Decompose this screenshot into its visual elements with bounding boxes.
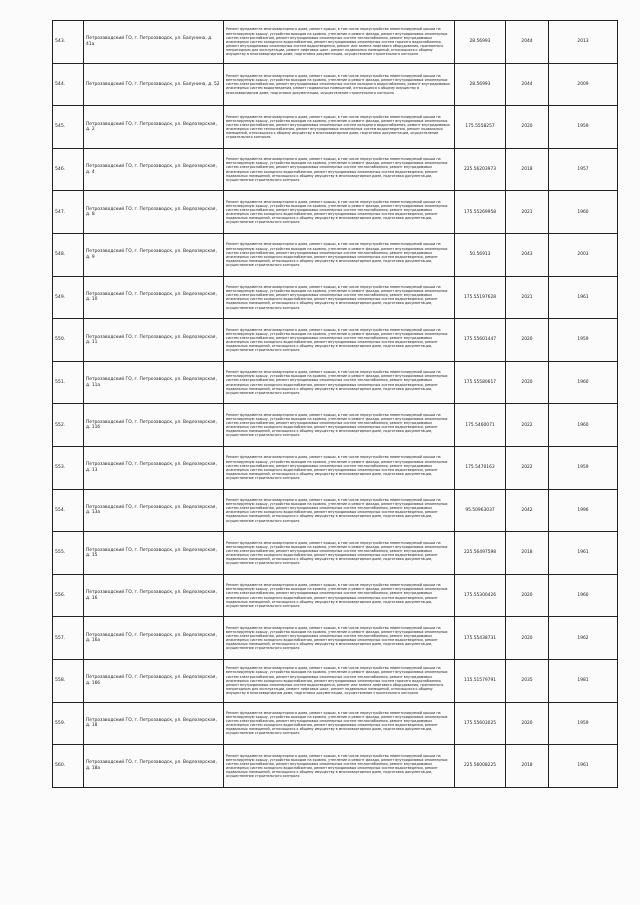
- row-number: 547.: [53, 191, 84, 234]
- works-list: Ремонт фундамента многоквартирного дома, ремонт крыши, в том числе переустройство невентилируемой крыши на вентилируемую крышу, устройство выходов на кровлю, утепление и ремонт фасада, ремонт внутридомовых инженерных систем электроснабжения, ремонт внутридомовых инженерных систем теплоснабжения, ремонт внутридомовых инженерных систем холодного водоснабжения, ремонт внутридомовых инженерных систем водоотведения, ремонт подвальных помещений, относящихся к общему имуществу в многоквартирном доме, подготовка документации, осуществление строительного контроля: [224, 276, 455, 319]
- repair-cost: 175.5558257: [455, 106, 506, 149]
- table-row: [53, 489, 618, 532]
- works-list: Ремонт фундамента многоквартирного дома, ремонт крыши, в том числе переустройство невентилируемой крыши на вентилируемую крышу, устройство выходов на кровлю, утепление и ремонт фасада, ремонт внутридомовых инженерных систем электроснабжения, ремонт внутридомовых инженерных систем теплоснабжения, ремонт внутридомовых инженерных систем холодного водоснабжения, ремонт внутридомовых инженерных систем горячего водоснабжения, ремонт внутридомовых инженерных систем водоотведения, ремонт или замена лифтового оборудования, признанного непригодным для эксплуатации, ремонт лифтовых шахт, ремонт подвальных помещений, относящихся к общему имуществу в многоквартирном доме, подготовка документации, осуществление строительного контроля: [224, 21, 455, 64]
- planned-year: 2020: [506, 617, 549, 660]
- table-row: [53, 659, 618, 702]
- row-number: 544.: [53, 63, 84, 106]
- construction-year: 1959: [549, 446, 618, 489]
- planned-year: 2020: [506, 319, 549, 362]
- planned-year: 2022: [506, 446, 549, 489]
- house-address: Петрозаводский ГО, г. Петрозаводск, ул. Ведлозерская, д. 13: [84, 446, 224, 489]
- construction-year: 1959: [549, 106, 618, 149]
- repair-cost: 175.55269958: [455, 191, 506, 234]
- repair-cost: 175.55603025: [455, 702, 506, 745]
- works-list: Ремонт фундамента многоквартирного дома, ремонт крыши, в том числе переустройство невентилируемой крыши на вентилируемую крышу, устройство выходов на кровлю, утепление и ремонт фасада, ремонт внутридомовых инженерных систем электроснабжения, ремонт внутридомовых инженерных систем теплоснабжения, ремонт внутридомовых инженерных систем холодного водоснабжения, ремонт внутридомовых инженерных систем водоотведения, ремонт подвальных помещений, относящихся к общему имуществу в многоквартирном доме, подготовка документации, осуществление строительного контроля: [224, 702, 455, 745]
- row-number: 546.: [53, 148, 84, 191]
- house-address: Петрозаводский ГО, г. Петрозаводск, ул. Ведлозерская, д. 8: [84, 191, 224, 234]
- table-row: [53, 148, 618, 191]
- planned-year: 2021: [506, 276, 549, 319]
- works-list: Ремонт фундамента многоквартирного дома, ремонт крыши, в том числе переустройство невентилируемой крыши на вентилируемую крышу, устройство выходов на кровлю, утепление и ремонт фасада, ремонт внутридомовых инженерных систем электроснабжения, ремонт внутридомовых инженерных систем теплоснабжения, ремонт внутридомовых инженерных систем холодного водоснабжения, ремонт внутридомовых инженерных систем водоотведения, ремонт подвальных помещений, относящихся к общему имуществу в многоквартирном доме, подготовка документации, осуществление строительного контроля: [224, 191, 455, 234]
- construction-year: 1960: [549, 361, 618, 404]
- works-list: Ремонт фундамента многоквартирного дома, ремонт крыши, в том числе переустройство невентилируемой крыши на вентилируемую крышу, устройство выходов на кровлю, утепление и ремонт фасада, ремонт внутридомовых инженерных систем электроснабжения, ремонт внутридомовых инженерных систем теплоснабжения, ремонт внутридомовых инженерных систем холодного водоснабжения, ремонт внутридомовых инженерных систем водоотведения, ремонт подвальных помещений, относящихся к общему имуществу в многоквартирном доме, подготовка документации, осуществление строительного контроля: [224, 148, 455, 191]
- repair-cost: 225.56008225: [455, 745, 506, 788]
- table-row: [53, 574, 618, 617]
- table-row: [53, 745, 618, 788]
- table-row: [53, 233, 618, 276]
- construction-year: 1961: [549, 532, 618, 575]
- repair-cost: 175.5470163: [455, 446, 506, 489]
- repair-cost: 225.56203973: [455, 148, 506, 191]
- register-rows: [53, 21, 618, 788]
- repair-cost: 175.55197628: [455, 276, 506, 319]
- table-row: [53, 361, 618, 404]
- row-number: 555.: [53, 532, 84, 575]
- construction-year: 1960: [549, 404, 618, 447]
- construction-year: 1959: [549, 702, 618, 745]
- planned-year: 2020: [506, 702, 549, 745]
- construction-year: 1962: [549, 617, 618, 660]
- table-row: [53, 446, 618, 489]
- planned-year: 2035: [506, 659, 549, 702]
- house-address: Петрозаводский ГО, г. Петрозаводск, ул. Ведлозерская, д. 16б: [84, 659, 224, 702]
- repair-cost: 175.55300426: [455, 574, 506, 617]
- table-row: [53, 617, 618, 660]
- construction-year: 1996: [549, 489, 618, 532]
- house-address: Петрозаводский ГО, г. Петрозаводск, ул. Ведлозерская, д. 18: [84, 702, 224, 745]
- house-address: Петрозаводский ГО, г. Петрозаводск, ул. Ведлозерская, д. 11а: [84, 361, 224, 404]
- house-address: Петрозаводский ГО, г. Петрозаводск, ул. Балунина, д. 41а: [84, 21, 224, 64]
- planned-year: 2018: [506, 532, 549, 575]
- table-row: [53, 106, 618, 149]
- works-list: Ремонт фундамента многоквартирного дома, ремонт крыши, в том числе переустройство невентилируемой крыши на вентилируемую крышу, устройство выходов на кровлю, утепление и ремонт фасада, ремонт внутридомовых инженерных систем электроснабжения, ремонт внутридомовых инженерных систем теплоснабжения, ремонт внутридомовых инженерных систем холодного водоснабжения, ремонт внутридомовых инженерных систем водоотведения, ремонт подвальных помещений, относящихся к общему имуществу в многоквартирном доме, подготовка документации, осуществление строительного контроля: [224, 404, 455, 447]
- table-row: [53, 319, 618, 362]
- construction-year: 1961: [549, 745, 618, 788]
- house-address: Петрозаводский ГО, г. Петрозаводск, ул. Ведлозерская, д. 4: [84, 148, 224, 191]
- table-row: [53, 404, 618, 447]
- repair-cost: 175.55438731: [455, 617, 506, 660]
- repair-cost: 28.56993: [455, 63, 506, 106]
- works-list: Ремонт фундамента многоквартирного дома, ремонт крыши, в том числе переустройство невентилируемой крыши на вентилируемую крышу, устройство выходов на кровлю, утепление и ремонт фасада, ремонт внутридомовых инженерных систем электроснабжения, ремонт внутридомовых инженерных систем теплоснабжения, ремонт внутридомовых инженерных систем холодного водоснабжения, ремонт внутридомовых инженерных систем водоотведения, ремонт подвальных помещений, относящихся к общему имуществу в многоквартирном доме, подготовка документации, осуществление строительного контроля: [224, 617, 455, 660]
- works-list: Ремонт фундамента многоквартирного дома, ремонт крыши, в том числе переустройство невентилируемой крыши на вентилируемую крышу, устройство выходов на кровлю, утепление и ремонт фасада, ремонт внутридомовых инженерных систем электроснабжения, ремонт внутридомовых инженерных систем холодного водоснабжения, ремонт внутридомовых инженерных систем теплоснабжения, ремонт внутридомовых инженерных систем водоотведения, ремонт подвальных помещений, относящихся к общему имуществу в многоквартирном доме, подготовка документации, осуществление строительного контроля: [224, 106, 455, 149]
- planned-year: 2020: [506, 361, 549, 404]
- table-row: [53, 63, 618, 106]
- table-row: [53, 702, 618, 745]
- table-row: [53, 276, 618, 319]
- construction-year: 1981: [549, 659, 618, 702]
- capital-repair-register-table: [52, 20, 618, 788]
- house-address: Петрозаводский ГО, г. Петрозаводск, ул. Ведлозерская, д. 11б: [84, 404, 224, 447]
- row-number: 556.: [53, 574, 84, 617]
- row-number: 557.: [53, 617, 84, 660]
- row-number: 550.: [53, 319, 84, 362]
- house-address: Петрозаводский ГО, г. Петрозаводск, ул. Ведлозерская, д. 9: [84, 233, 224, 276]
- construction-year: 1961: [549, 276, 618, 319]
- works-list: Ремонт фундамента многоквартирного дома, ремонт крыши, в том числе переустройство невентилируемой крыши на вентилируемую крышу, устройство выходов на кровлю, утепление и ремонт фасада, ремонт внутридомовых инженерных систем электроснабжения, ремонт внутридомовых инженерных систем теплоснабжения, ремонт внутридомовых инженерных систем холодного водоснабжения, ремонт внутридомовых инженерных систем водоотведения, ремонт подвальных помещений, относящихся к общему имуществу в многоквартирном доме, подготовка документации, осуществление строительного контроля: [224, 233, 455, 276]
- repair-cost: 225.56497598: [455, 532, 506, 575]
- construction-year: 2009: [549, 63, 618, 106]
- planned-year: 2022: [506, 404, 549, 447]
- row-number: 560.: [53, 745, 84, 788]
- row-number: 551.: [53, 361, 84, 404]
- construction-year: 2013: [549, 21, 618, 64]
- construction-year: 2003: [549, 233, 618, 276]
- house-address: Петрозаводский ГО, г. Петрозаводск, ул. Ведлозерская, д. 10: [84, 276, 224, 319]
- house-address: Петрозаводский ГО, г. Петрозаводск, ул. Ведлозерская, д. 2: [84, 106, 224, 149]
- repair-cost: 115.51579791: [455, 659, 506, 702]
- house-address: Петрозаводский ГО, г. Петрозаводск, ул. Ведлозерская, д. 11: [84, 319, 224, 362]
- works-list: Ремонт фундамента многоквартирного дома, ремонт крыши, в том числе переустройство невентилируемой крыши на вентилируемую крышу, устройство выходов на кровлю, утепление и ремонт фасада, ремонт внутридомовых инженерных систем электроснабжения, ремонт внутридомовых инженерных систем теплоснабжения, ремонт внутридомовых инженерных систем холодного водоснабжения, ремонт внутридомовых инженерных систем водоотведения, ремонт подвальных помещений, относящихся к общему имуществу в многоквартирном доме, подготовка документации, осуществление строительного контроля: [224, 745, 455, 788]
- house-address: Петрозаводский ГО, г. Петрозаводск, ул. Ведлозерская, д. 16а: [84, 617, 224, 660]
- repair-cost: 175.5460071: [455, 404, 506, 447]
- construction-year: 1957: [549, 148, 618, 191]
- house-address: Петрозаводский ГО, г. Петрозаводск, ул. Ведлозерская, д. 16: [84, 574, 224, 617]
- works-list: Ремонт фундамента многоквартирного дома, ремонт крыши, в том числе переустройство невентилируемой крыши на вентилируемую крышу, устройство выходов на кровлю, утепление и ремонт фасада, ремонт внутридомовых инженерных систем электроснабжения, ремонт внутридомовых инженерных систем теплоснабжения, ремонт внутридомовых инженерных систем холодного водоснабжения, ремонт внутридомовых инженерных систем водоотведения, ремонт подвальных помещений, относящихся к общему имуществу в многоквартирном доме, подготовка документации, осуществление строительного контроля: [224, 319, 455, 362]
- repair-cost: 175.55580617: [455, 361, 506, 404]
- works-list: Ремонт фундамента многоквартирного дома, ремонт крыши, в том числе переустройство невентилируемой крыши на вентилируемую крышу, устройство выходов на кровлю, утепление и ремонт фасада, ремонт внутридомовых инженерных систем электроснабжения, ремонт внутридомовых инженерных систем теплоснабжения, ремонт внутридомовых инженерных систем холодного водоснабжения, ремонт внутридомовых инженерных систем водоотведения, ремонт подвальных помещений, относящихся к общему имуществу в многоквартирном доме, подготовка документации, осуществление строительного контроля: [224, 361, 455, 404]
- works-list: Ремонт фундамента многоквартирного дома, ремонт крыши, в том числе переустройство невентилируемой крыши на вентилируемую крышу, устройство выходов на кровлю, утепление и ремонт фасада, ремонт внутридомовых инженерных систем электроснабжения, ремонт внутридомовых инженерных систем теплоснабжения, ремонт внутридомовых инженерных систем холодного водоснабжения, ремонт внутридомовых инженерных систем горячего водоснабжения, ремонт внутридомовых инженерных систем водоотведения, ремонт или замена лифтового оборудования, признанного непригодным для эксплуатации, ремонт лифтовых шахт, ремонт подвальных помещений, относящихся к общему имуществу в многоквартирном доме, подготовка документации, осуществление строительного контроля: [224, 659, 455, 702]
- planned-year: 2042: [506, 489, 549, 532]
- row-number: 545.: [53, 106, 84, 149]
- table-row: [53, 21, 618, 64]
- row-number: 549.: [53, 276, 84, 319]
- house-address: Петрозаводский ГО, г. Петрозаводск, ул. Балунина, д. 52: [84, 63, 224, 106]
- planned-year: 2044: [506, 63, 549, 106]
- construction-year: 1960: [549, 574, 618, 617]
- house-address: Петрозаводский ГО, г. Петрозаводск, ул. Ведлозерская, д. 13а: [84, 489, 224, 532]
- row-number: 554.: [53, 489, 84, 532]
- repair-cost: 28.56993: [455, 21, 506, 64]
- row-number: 548.: [53, 233, 84, 276]
- row-number: 543.: [53, 21, 84, 64]
- works-list: Ремонт фундамента многоквартирного дома, ремонт крыши, в том числе переустройство невентилируемой крыши на вентилируемую крышу, устройство выходов на кровлю, утепление и ремонт фасада, ремонт внутридомовых инженерных систем электроснабжения, ремонт внутридомовых инженерных систем теплоснабжения, ремонт внутридомовых инженерных систем холодного водоснабжения, ремонт внутридомовых инженерных систем водоотведения, ремонт подвальных помещений, относящихся к общему имуществу в многоквартирном доме, подготовка документации, осуществление строительного контроля: [224, 446, 455, 489]
- planned-year: 2018: [506, 745, 549, 788]
- house-address: Петрозаводский ГО, г. Петрозаводск, ул. Ведлозерская, д. 18а: [84, 745, 224, 788]
- planned-year: 2020: [506, 106, 549, 149]
- construction-year: 1959: [549, 319, 618, 362]
- row-number: 552.: [53, 404, 84, 447]
- table-row: [53, 532, 618, 575]
- repair-cost: 175.55601447: [455, 319, 506, 362]
- repair-cost: 95.50963037: [455, 489, 506, 532]
- repair-cost: 50.56913: [455, 233, 506, 276]
- table-row: [53, 191, 618, 234]
- row-number: 553.: [53, 446, 84, 489]
- planned-year: 2043: [506, 233, 549, 276]
- planned-year: 2044: [506, 21, 549, 64]
- planned-year: 2018: [506, 148, 549, 191]
- planned-year: 2020: [506, 574, 549, 617]
- row-number: 558.: [53, 659, 84, 702]
- construction-year: 1960: [549, 191, 618, 234]
- works-list: Ремонт фундамента многоквартирного дома, ремонт крыши, в том числе переустройство невентилируемой крыши на вентилируемую крышу, устройство выходов на кровлю, утепление и ремонт фасада, ремонт внутридомовых инженерных систем электроснабжения, ремонт внутридомовых инженерных систем холодного водоснабжения, ремонт внутридомовых инженерных систем водоотведения, ремонт подвальных помещений, относящихся к общему имуществу в многоквартирном доме, подготовка документации, осуществление строительного контроля: [224, 63, 455, 106]
- house-address: Петрозаводский ГО, г. Петрозаводск, ул. Ведлозерская, д. 15: [84, 532, 224, 575]
- works-list: Ремонт фундамента многоквартирного дома, ремонт крыши, в том числе переустройство невентилируемой крыши на вентилируемую крышу, устройство выходов на кровлю, утепление и ремонт фасада, ремонт внутридомовых инженерных систем электроснабжения, ремонт внутридомовых инженерных систем теплоснабжения, ремонт внутридомовых инженерных систем холодного водоснабжения, ремонт внутридомовых инженерных систем водоотведения, ремонт подвальных помещений, относящихся к общему имуществу в многоквартирном доме, подготовка документации, осуществление строительного контроля: [224, 489, 455, 532]
- row-number: 559.: [53, 702, 84, 745]
- works-list: Ремонт фундамента многоквартирного дома, ремонт крыши, в том числе переустройство невентилируемой крыши на вентилируемую крышу, устройство выходов на кровлю, утепление и ремонт фасада, ремонт внутридомовых инженерных систем электроснабжения, ремонт внутридомовых инженерных систем теплоснабжения, ремонт внутридомовых инженерных систем холодного водоснабжения, ремонт внутридомовых инженерных систем водоотведения, ремонт подвальных помещений, относящихся к общему имуществу в многоквартирном доме, подготовка документации, осуществление строительного контроля: [224, 574, 455, 617]
- works-list: Ремонт фундамента многоквартирного дома, ремонт крыши, в том числе переустройство невентилируемой крыши на вентилируемую крышу, устройство выходов на кровлю, утепление и ремонт фасада, ремонт внутридомовых инженерных систем электроснабжения, ремонт внутридомовых инженерных систем теплоснабжения, ремонт внутридомовых инженерных систем холодного водоснабжения, ремонт внутридомовых инженерных систем водоотведения, ремонт подвальных помещений, относящихся к общему имуществу в многоквартирном доме, подготовка документации, осуществление строительного контроля: [224, 532, 455, 575]
- planned-year: 2021: [506, 191, 549, 234]
